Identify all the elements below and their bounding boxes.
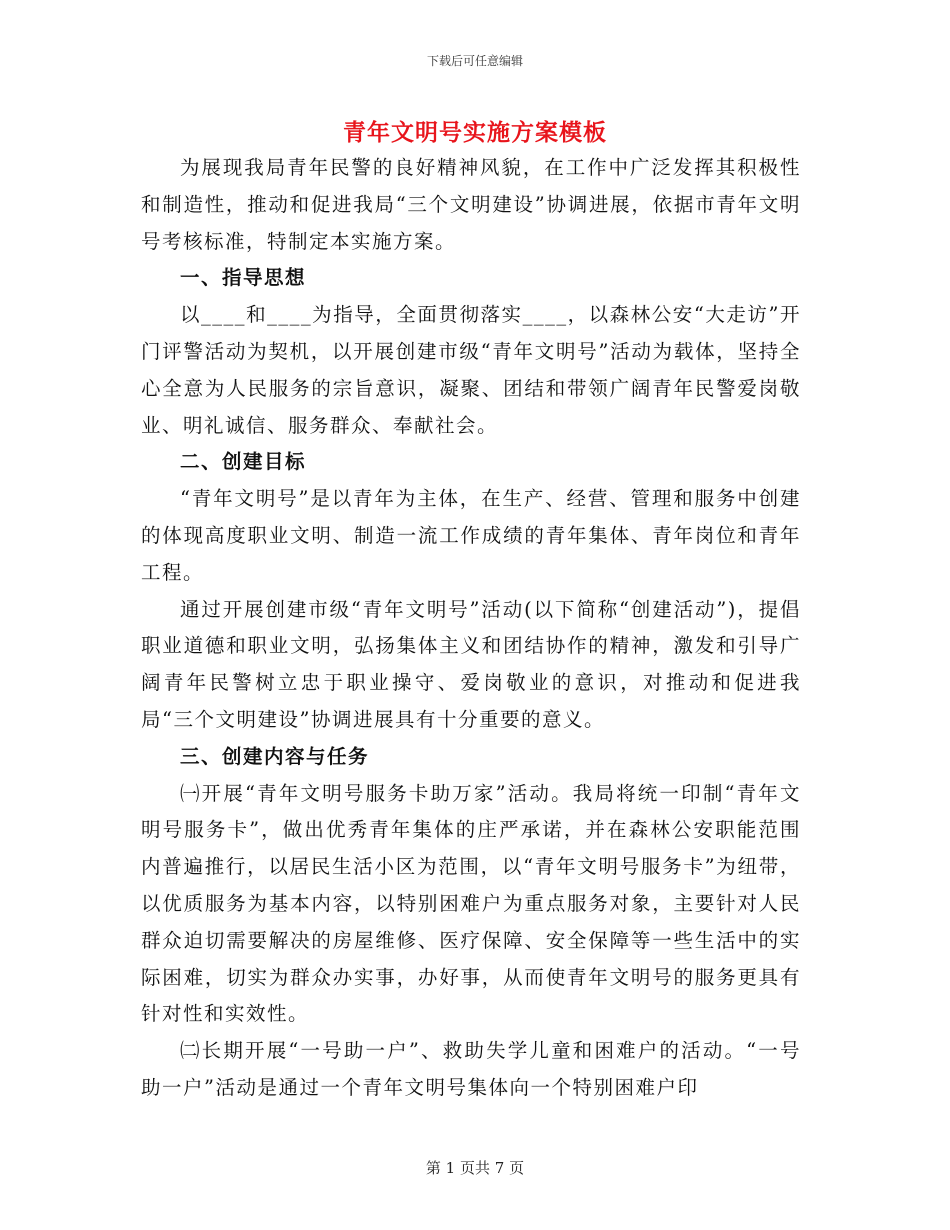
header-note: 下载后可任意编辑 [426, 54, 523, 68]
task-paragraph-1: ㈠开展“青年文明号服务卡助万家”活动。我局将统一印制“青年文明号服务卡”，做出优秀青年集体的庄严承诺，并在森林公安职能范围内普遍推行，以居民生活小区为范围，以“青年文明号服务卡”为纽带，以优质服务为基本内容，以特别困难户为重点服务对象，主要针对人民群众迫切需要解决的房屋维修、医疗保障、安全保障等一些生活中的实际困难，切实为群众办实事，办好事，从而使青年文明号的服务更具有针对性和实效性。 [141, 781, 801, 1026]
section-heading-content-tasks: 三、创建内容与任务 [180, 744, 370, 768]
guiding-thought-paragraph: 以____和____为指导，全面贯彻落实____，以森林公安“大走访”开门评警活动为契机，以开展创建市级“青年文明号”活动为载体，坚持全心全意为人民服务的宗旨意识，凝聚、团结和带领广阔青年民警爱岗敬业、明礼诚信、服务群众、奉献社会。 [141, 303, 801, 437]
goals-paragraph-2: 通过开展创建市级“青年文明号”活动(以下简称“创建活动”)，提倡职业道德和职业文明，弘扬集体主义和团结协作的精神，激发和引导广阔青年民警树立忠于职业操守、爱岗敬业的意识，对推动和促进我局“三个文明建设”协调进展具有十分重要的意义。 [141, 597, 801, 731]
intro-paragraph: 为展现我局青年民警的良好精神风貌，在工作中广泛发挥其积极性和制造性，推动和促进我局“三个文明建设”协调进展，依据市青年文明号考核标准，特制定本实施方案。 [141, 156, 801, 253]
document-title: 青年文明号实施方案模板 [343, 119, 607, 146]
task-paragraph-2: ㈡长期开展“一号助一户”、救助失学儿童和困难户的活动。“一号助一户”活动是通过一个青年文明号集体向一个特别困难户印 [141, 1039, 801, 1099]
goals-paragraph-1: “青年文明号”是以青年为主体，在生产、经营、管理和服务中创建的体现高度职业文明、制造一流工作成绩的青年集体、青年岗位和青年工程。 [141, 487, 801, 584]
page-number-footer: 第 1 页共 7 页 [425, 1159, 525, 1177]
section-heading-goals: 二、创建目标 [180, 450, 307, 474]
section-heading-guiding-thought: 一、指导思想 [180, 266, 307, 290]
document-body [141, 150, 801, 1107]
